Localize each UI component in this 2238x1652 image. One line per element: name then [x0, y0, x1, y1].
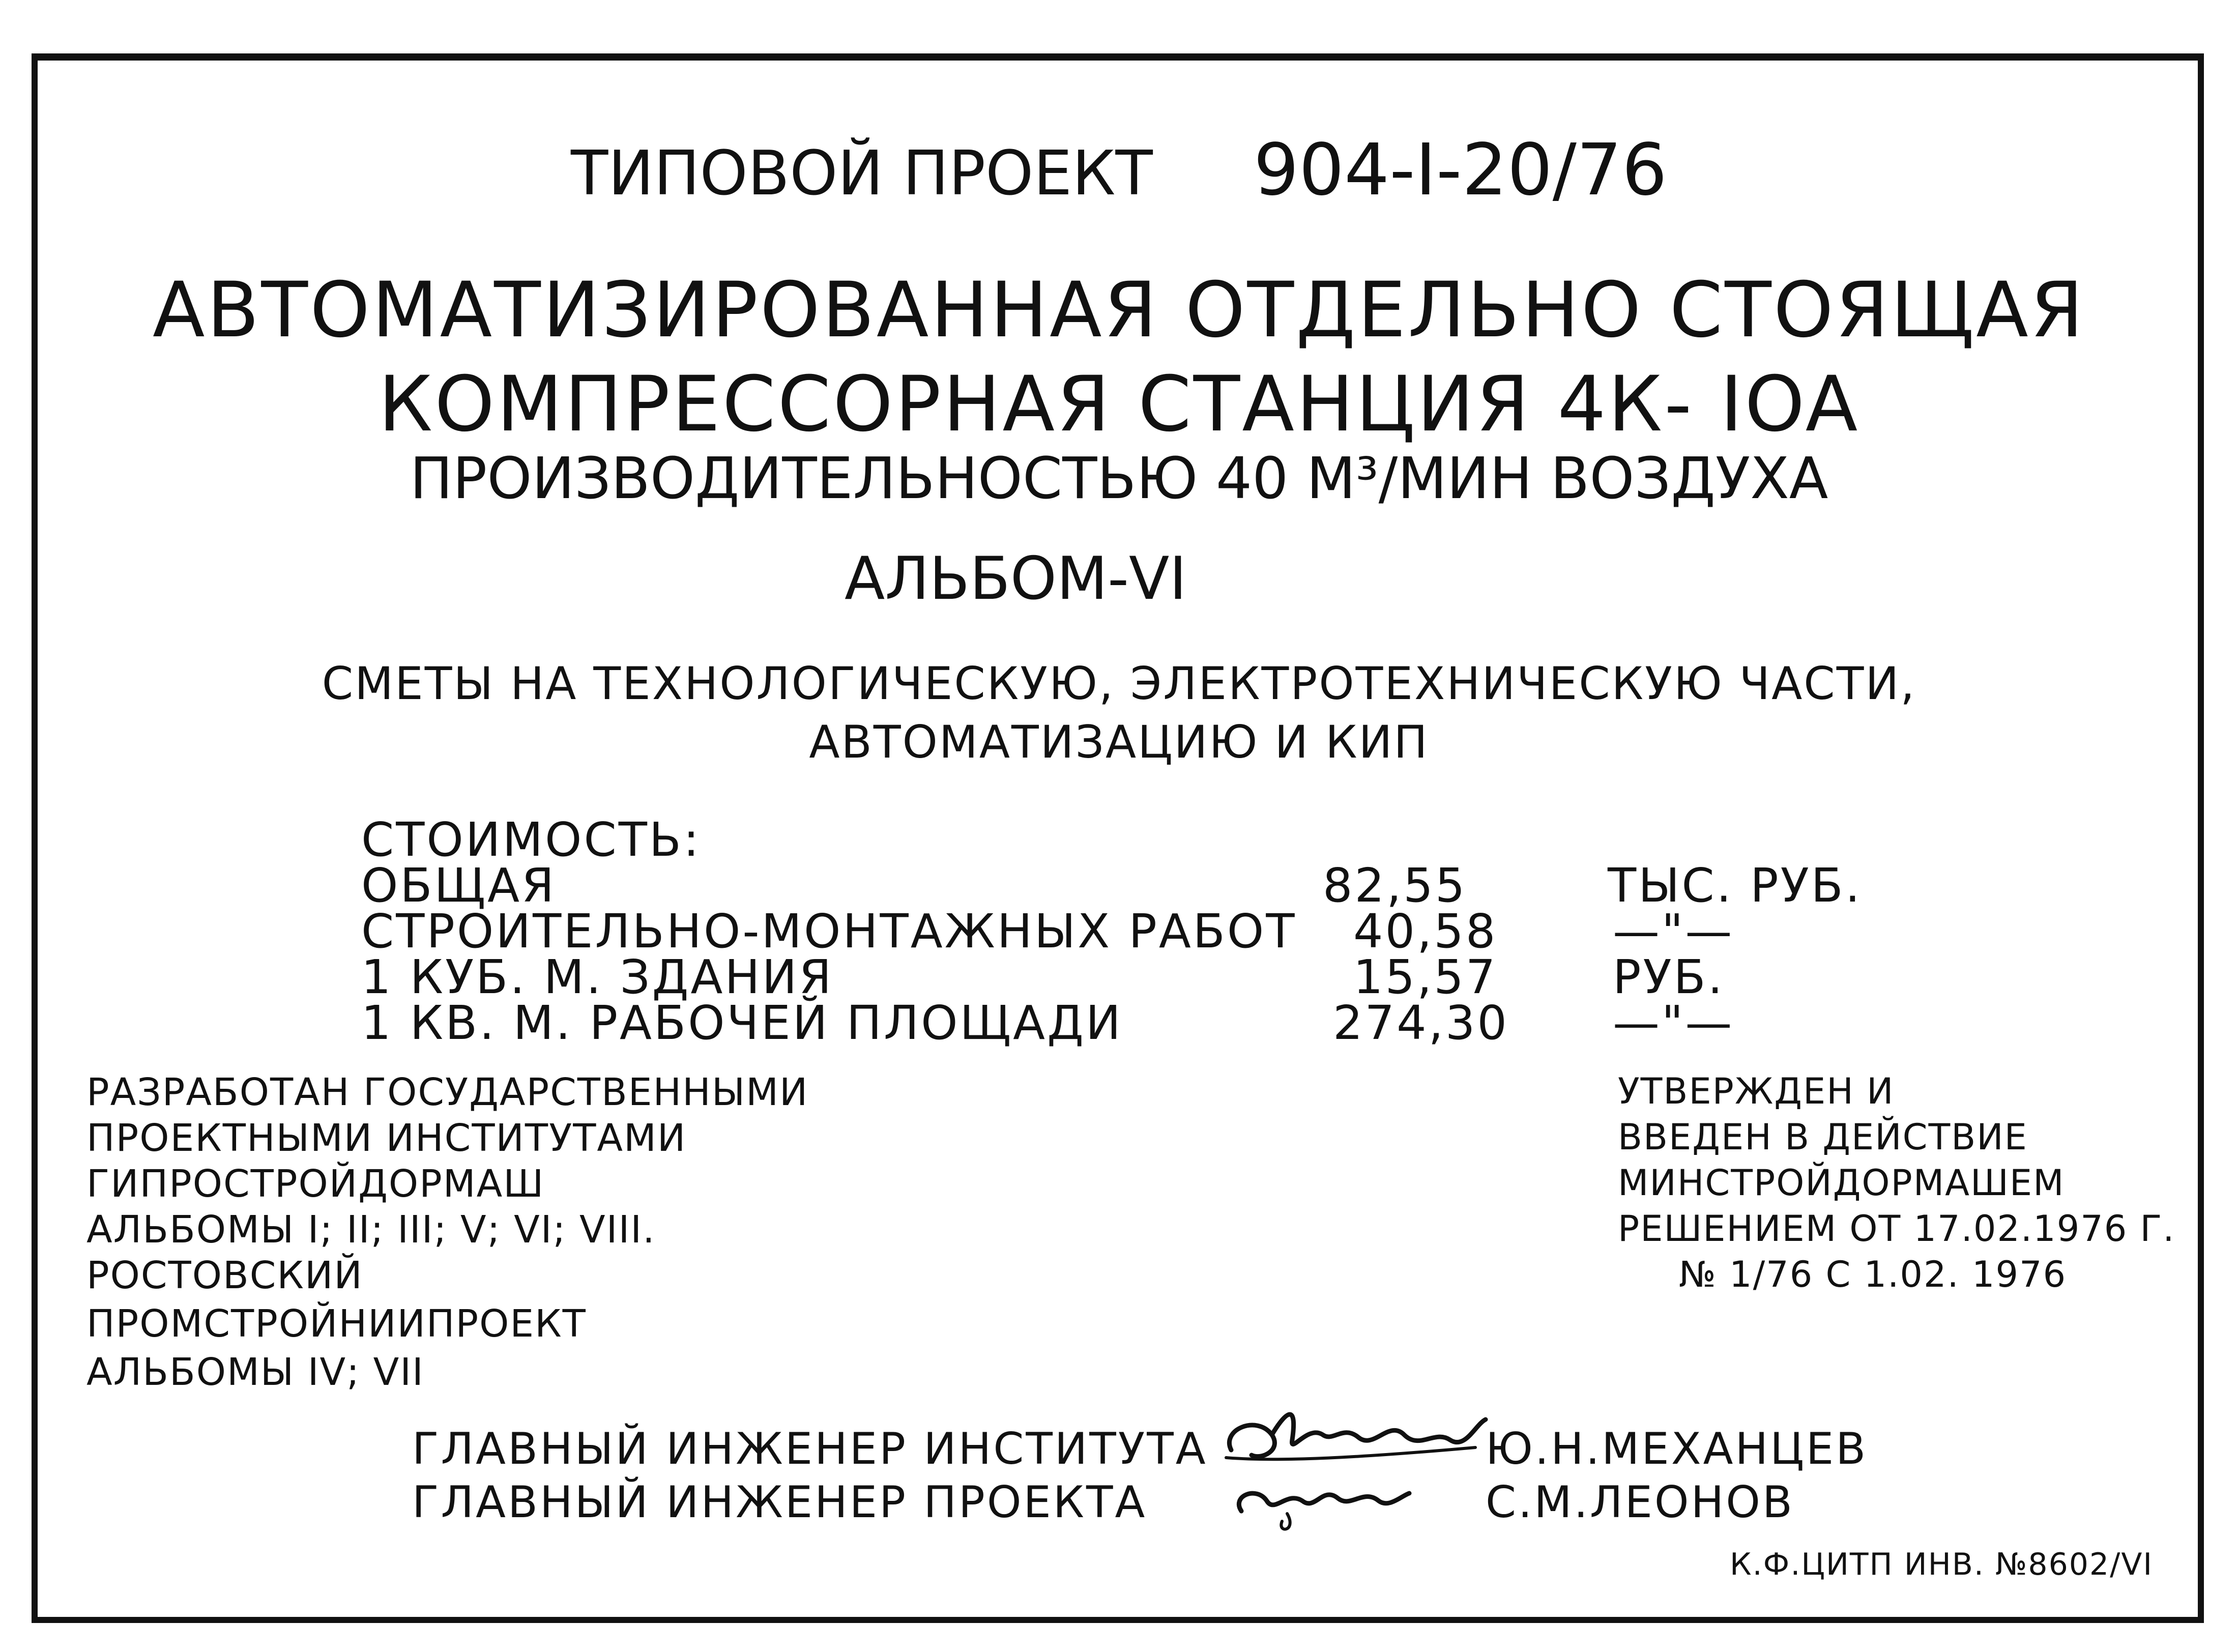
signature-institute	[1211, 1394, 1496, 1475]
project-number: 904-I-20/76	[1253, 129, 1667, 212]
developer-line: АЛЬБОМЫ IV; VII	[86, 1350, 424, 1394]
developer-line: ПРОМСТРОЙНИИПРОЕКТ	[86, 1302, 587, 1346]
album-label: АЛЬБОМ-VI	[845, 544, 1187, 613]
approval-line: УТВЕРЖДЕН И	[1618, 1070, 1895, 1112]
cost-row-label: 1 КУБ. М. ЗДАНИЯ	[361, 950, 834, 1004]
signature-project	[1226, 1465, 1419, 1537]
cost-row-unit: ТЫС. РУБ.	[1608, 858, 1862, 913]
approval-line: № 1/76 С 1.02. 1976	[1679, 1254, 2067, 1295]
cost-row-value: 82,55	[1323, 858, 1467, 913]
developer-line: РАЗРАБОТАН ГОСУДАРСТВЕННЫМИ	[86, 1070, 809, 1114]
developer-line: ГИПРОСТРОЙДОРМАШ	[86, 1162, 545, 1206]
title-line-3: ПРОИЗВОДИТЕЛЬНОСТЬЮ 40 М³/МИН ВОЗДУХА	[410, 446, 1828, 512]
title-line-1: АВТОМАТИЗИРОВАННАЯ ОТДЕЛЬНО СТОЯЩАЯ	[152, 266, 2086, 355]
chief-engineer-institute-name: Ю.Н.МЕХАНЦЕВ	[1486, 1424, 1868, 1474]
approval-line: ВВЕДЕН В ДЕЙСТВИЕ	[1618, 1116, 2028, 1158]
cost-row-unit: —"—	[1613, 996, 1734, 1050]
cost-row-value: 15,57	[1353, 950, 1498, 1004]
estimates-line-2: АВТОМАТИЗАЦИЮ И КИП	[809, 716, 1429, 768]
cost-row-unit: —"—	[1613, 904, 1734, 959]
cost-row-label: 1 КВ. М. РАБОЧЕЙ ПЛОЩАДИ	[361, 996, 1123, 1050]
developer-line: РОСТОВСКИЙ	[86, 1254, 363, 1297]
cost-row-unit: РУБ.	[1613, 950, 1725, 1004]
developer-line: АЛЬБОМЫ I; II; III; V; VI; VIII.	[86, 1208, 656, 1252]
title-line-2: КОМПРЕССОРНАЯ СТАНЦИЯ 4К- IOA	[378, 360, 1860, 449]
cost-row-value: 274,30	[1333, 996, 1509, 1050]
project-label: ТИПОВОЙ ПРОЕКТ	[571, 138, 1153, 209]
chief-engineer-institute-role: ГЛАВНЫЙ ИНЖЕНЕР ИНСТИТУТА	[412, 1424, 1208, 1474]
cost-row-value: 40,58	[1353, 904, 1498, 959]
approval-line: МИНСТРОЙДОРМАШЕМ	[1618, 1162, 2065, 1204]
estimates-line-1: СМЕТЫ НА ТЕХНОЛОГИЧЕСКУЮ, ЭЛЕКТРОТЕХНИЧЕСКУЮ ЧАСТИ,	[322, 657, 1916, 710]
approval-line: РЕШЕНИЕМ ОТ 17.02.1976 Г.	[1618, 1208, 2175, 1250]
cost-row-label: ОБЩАЯ	[361, 858, 557, 913]
developer-line: ПРОЕКТНЫМИ ИНСТИТУТАМИ	[86, 1116, 687, 1160]
inventory-number: К.Ф.ЦИТП ИНВ. №8602/VI	[1730, 1547, 2154, 1582]
chief-engineer-project-role: ГЛАВНЫЙ ИНЖЕНЕР ПРОЕКТА	[412, 1477, 1147, 1528]
chief-engineer-project-name: С.М.ЛЕОНОВ	[1486, 1477, 1794, 1528]
project-line	[0, 129, 2238, 212]
cost-heading: СТОИМОСТЬ:	[361, 813, 702, 867]
cost-row-label: СТРОИТЕЛЬНО-МОНТАЖНЫХ РАБОТ	[361, 904, 1297, 959]
